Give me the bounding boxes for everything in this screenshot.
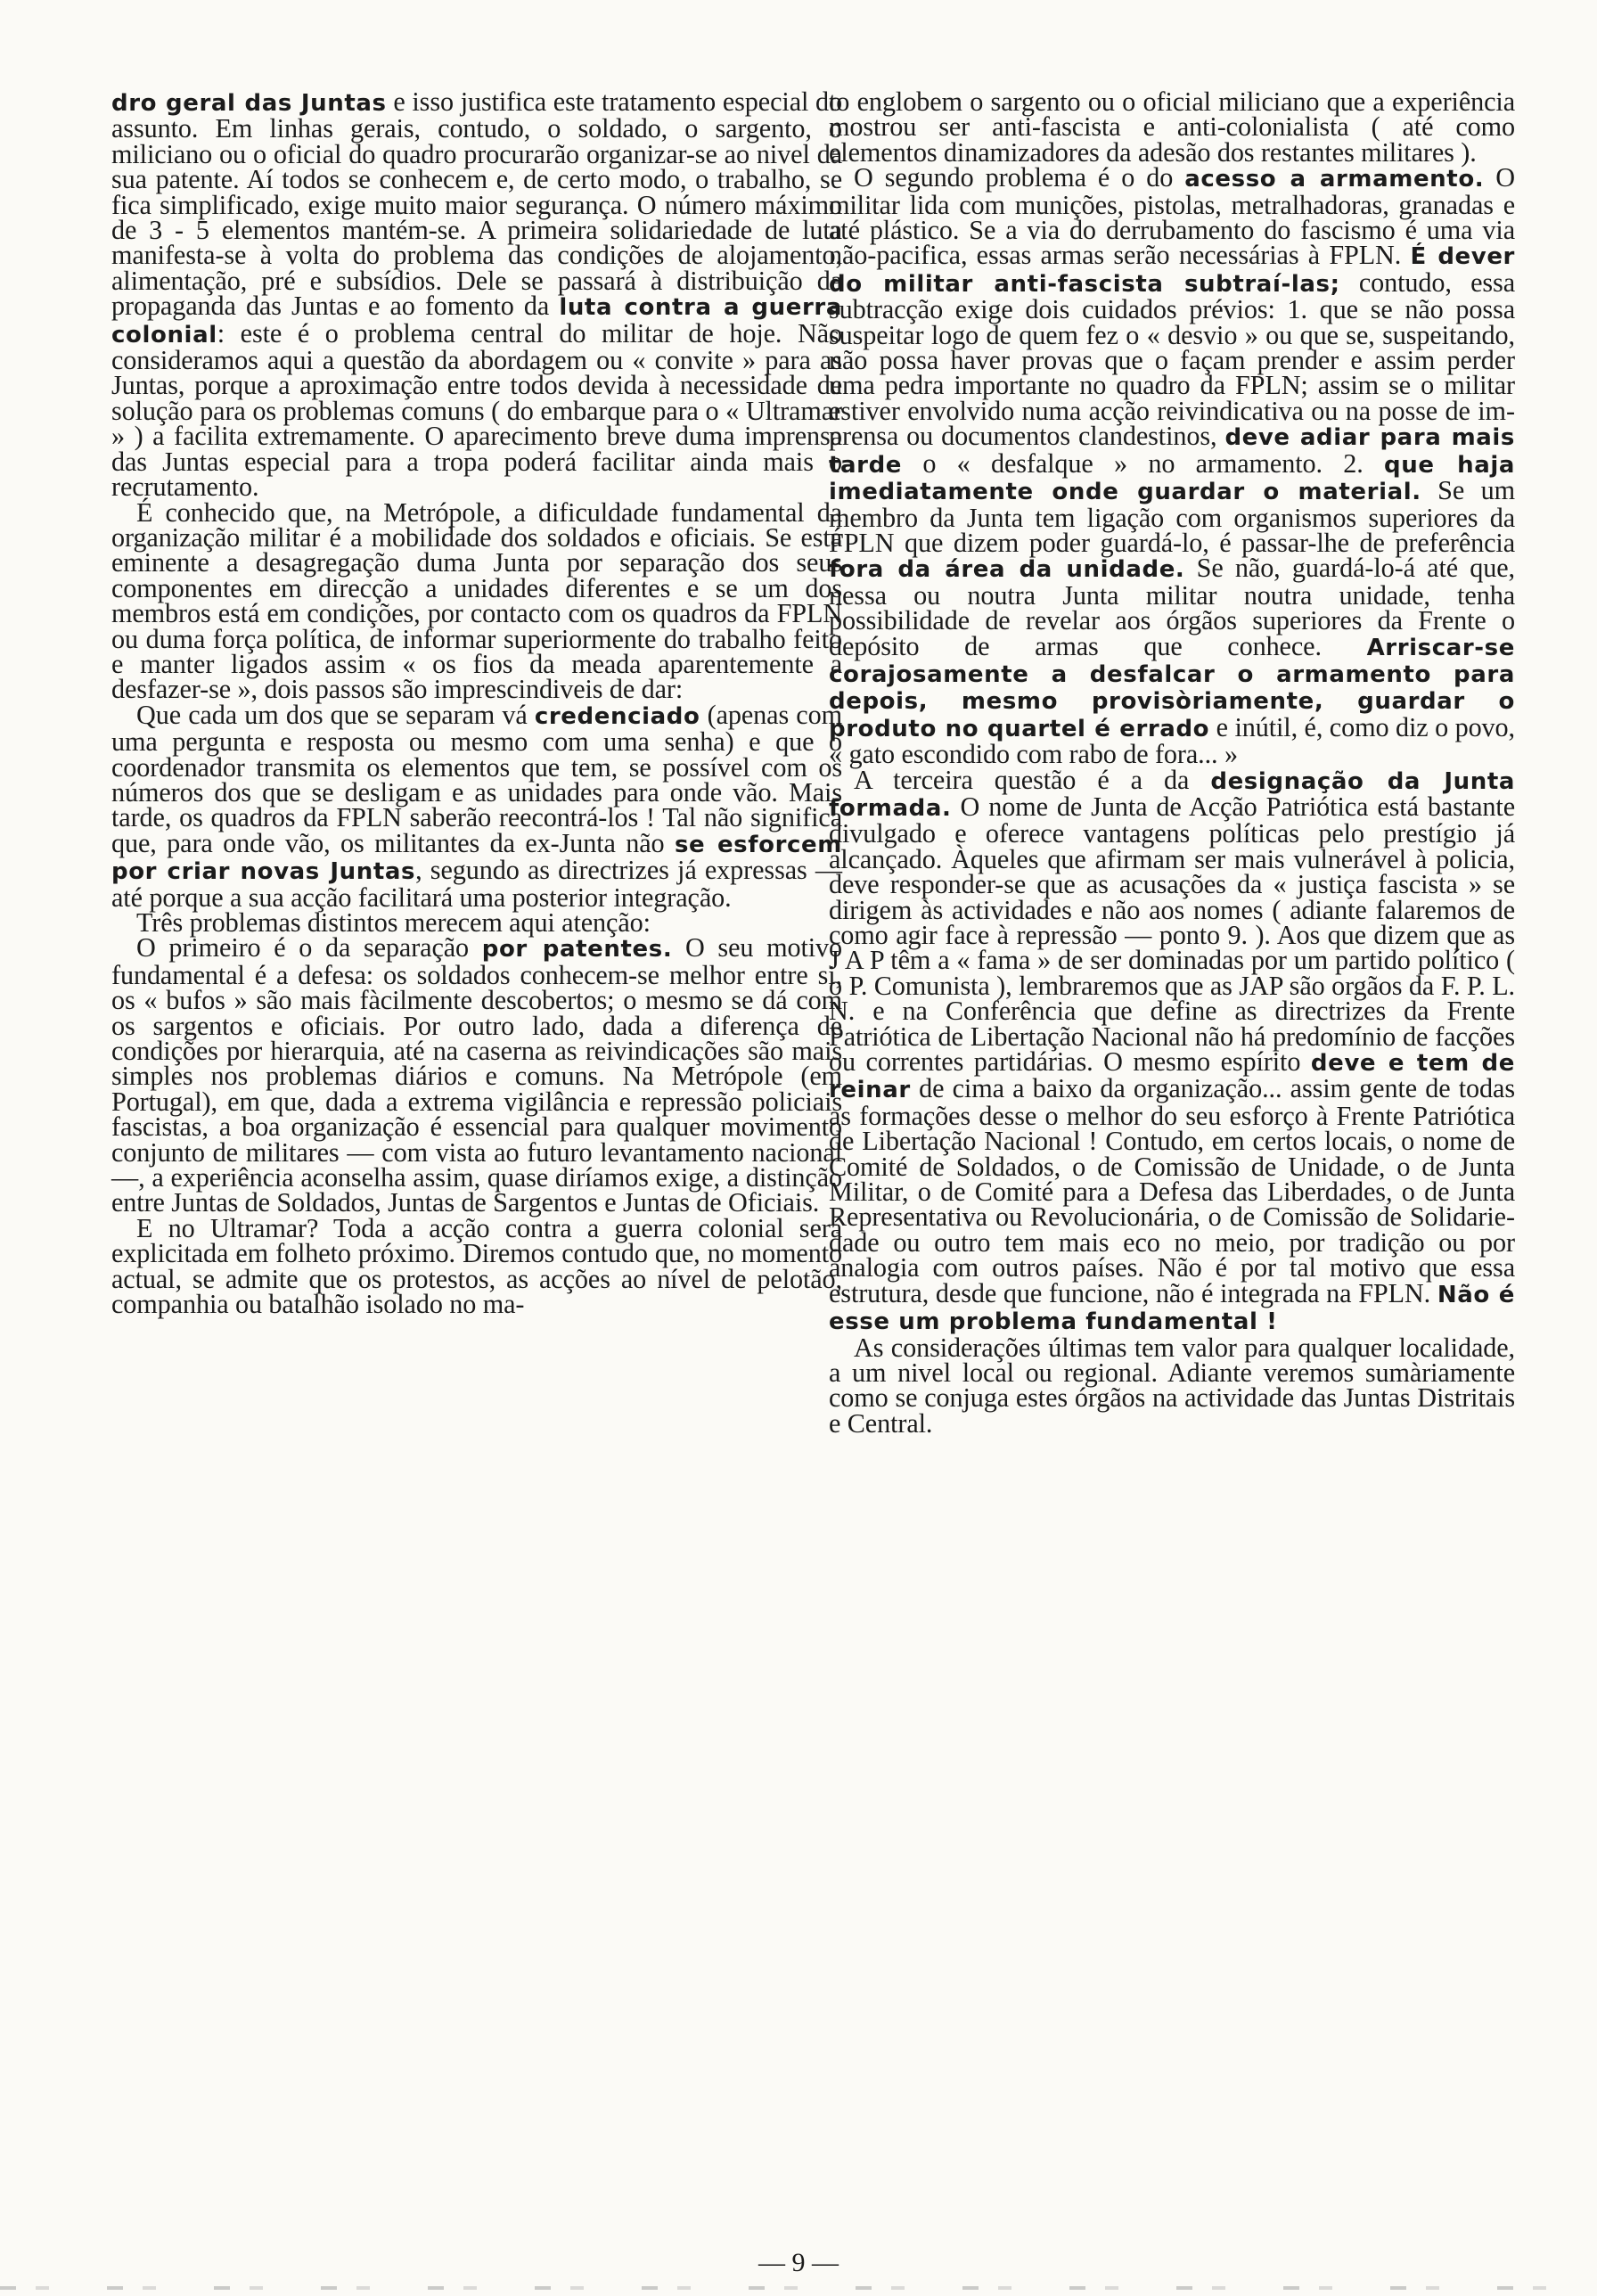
- text-run: Três problemas distintos merecem aqui atenção:: [136, 907, 651, 938]
- paragraph: [111, 1212, 842, 1320]
- text-run: de cima a baixo da organização... assim gente de todas as formações desse o melhor do seu esforço à Frente Patriótica de Libertação Nacional ! Contudo, em certos locais, o nome de Comité de Soldados, o de Comissão de Unidade, o de Junta Militar, o de Comité para a Defesa das Liberdades, o de Junta Representativa ou Revolucionária, o de Comissão de Solidariedade ou outro tem mais eco no meio, por tradição ou por analogia com outros países. Não é por tal motivo que essa estrutura, desde que funcione, não é integrada na FPLN.: [829, 1073, 1515, 1308]
- left-column: [111, 86, 843, 1320]
- text-run: Se não, guardá-lo-á até que, nessa ou noutra Junta militar noutra unidade, tenha possibilidade de revelar aos órgãos superiores da Frente o depósito de armas que conhece.: [829, 553, 1516, 661]
- text-run: As considerações últimas tem valor para qualquer localidade, a um nivel local ou regional. Adiante veremos sumàriamente como se conjuga estes órgãos na actividade das Juntas Distritais e Central.: [829, 1332, 1515, 1439]
- bold-text-run: que haja imediatamente onde guardar o material.: [829, 451, 1515, 506]
- text-run: e isso justifica este tratamento especial do assunto. Em linhas gerais, contudo, o soldado, o sargento, o miliciano ou o oficial do quadro procurarão organizar-se ao nivel da sua patente. Aí todos se conhecem e, de certo modo, o trabalho, se fica simplificado, exige muito maior segurança. O número máximo de 3 - 5 elementos mantém-se. A primeira solidariedade de luta manifesta-se à volta do problema das condições de alojamento, alimentação, pré e subsídios. Dele se passará à distribuição da propaganda das Juntas e ao fomento da: [111, 86, 842, 322]
- text-run: : este é o problema central do militar de hoje. Não consideramos aqui a questão da abordagem ou « convite » para as Juntas, porque a aproximação entre todos devida à necessidade de solução para os problemas comuns ( do embarque para o « Ultramar » ) a facilita extremamente. O aparecimento breve duma imprensa das Juntas especial para a tropa poderá facilitar ainda mais o recrutamento.: [111, 317, 842, 503]
- paragraph: [111, 699, 843, 913]
- text-run: O primeiro é o da separação: [136, 932, 482, 964]
- bold-text-run: credenciado: [534, 702, 700, 730]
- text-run: E no Ultramar? Toda a acção contra a guerra colonial será explicitada em folheto próximo. Diremos contudo que, no momento actual, se admite que os protestos, as acções ao nível de pelotão, companhia ou batalhão isolado no ma-: [111, 1212, 842, 1320]
- page-number: — 9 —: [758, 2248, 839, 2277]
- bold-text-run: É dever do militar anti-fascista subtraí-las;: [829, 243, 1515, 298]
- paragraph: [111, 932, 843, 1218]
- text-run: O nome de Junta de Acção Patriótica está bastante divulgado e oferece vantagens políticas pelo prestígio já alcançado. Àqueles que afirmam ser mais vulnerável à policia, deve responder-se que as acusações da « justiça fascista » se dirigem às actividades e não aos nomes ( adiante falaremos de como agir face à repressão — ponto 9. ). Aos que dizem que as J A P têm a « fama » de ser dominadas por um partido político ( o P. Comunista ), lembraremos que as JAP são orgãos da F. P. L. N. e na Conferência que define as directrizes da Frente Patriótica de Libertação Nacional não há predomínio de facções ou correntes partidárias. O mesmo espírito: [829, 791, 1515, 1078]
- text-run: e inútil, é, como diz o povo, « gato escondido com rabo de fora... »: [829, 711, 1515, 770]
- text-run: O segundo problema é o do: [854, 162, 1185, 193]
- paragraph: [829, 86, 1515, 168]
- bold-text-run: deve e tem de reinar: [829, 1050, 1515, 1104]
- text-run: Se um membro da Junta tem ligação com organismos superiores da FPLN que dizem poder guardá-lo, é passar-lhe de preferência: [829, 475, 1516, 558]
- bold-text-run: dro geral das Juntas: [111, 90, 387, 117]
- paragraph: [829, 764, 1515, 1336]
- scan-edge-artifact: [0, 2286, 1597, 2290]
- text-run: O seu motivo fundamental é a defesa: os soldados conhecem-se melhor entre si, os « bufos » são mais fàcilmente descobertos; o mesmo se dá com os sargentos e oficiais. Por outro lado, dada a diferença de condições por hierarquia, até na caserna as reivindicações são mais simples nos problemas diários e comuns. Na Metrópole (em Portugal), em que, dada a extrema vigilância e repressão policiais fascistas, a boa organização é essencial para qualquer movimento conjunto de militares — com vista ao futuro levantamento nacional —, a experiência aconselha assim, quase diríamos exige, a distinção entre Juntas de Soldados, Juntas de Sargentos e Juntas de Oficiais.: [111, 932, 843, 1218]
- paragraph: [111, 496, 842, 705]
- bold-text-run: luta contra a guerra colonial: [111, 294, 842, 348]
- bold-text-run: fora da área da unidade.: [829, 556, 1185, 584]
- bold-text-run: por patentes.: [481, 936, 673, 964]
- bold-text-run: designação da Junta formada.: [829, 767, 1515, 822]
- text-run: (apenas com uma pergunta e resposta ou mesmo com uma senha) e que o coordenador transmita os elementos que tem, se possível com os números dos que se desligam e as unidades para onde vão. Mais tarde, os quadros da FPLN saberão reecontrá-los ! Tal não significa que, para onde vão, os militantes da ex-Junta não: [111, 699, 842, 858]
- paragraph: [829, 162, 1516, 770]
- text-run: É conhecido que, na Metrópole, a dificuldade fundamental da organização militar é a mobilidade dos soldados e oficiais. Se está eminente a desagregação duma Junta por separação dos seus componentes em direcção a unidades diferentes e se um dos membros está em condições, por contacto com os quadros da FPLN ou duma força política, de informar superiormente do trabalho feito e manter ligados assim « os fios da meada aparentemente a desfazer-se », dois passos são imprescindiveis de dar:: [111, 496, 842, 705]
- bold-text-run: Não é esse um problema fundamental !: [829, 1281, 1515, 1336]
- text-run: Que cada um dos que se separam vá: [136, 699, 535, 730]
- bold-text-run: Arriscar-se corajosamente a desfalcar o armamento para depois, mesmo provisòriamente, guardar o produto no quartel é errado: [829, 634, 1515, 742]
- paragraph: [111, 86, 842, 503]
- text-run: , segundo as directrizes já expressas — até porque a sua acção facilitará uma posterior integração.: [111, 855, 843, 913]
- text-run: o « desfalque » no armamento. 2.: [902, 447, 1385, 479]
- text-run: contudo, essa subtracção exige dois cuidados prévios: 1. que se não possa suspeitar logo de quem fez o « desvio » ou que se, suspeitando, não possa haver provas que o façam prender e assim perder uma pedra importante no quadro da FPLN; assim se o militar estiver envolvido numa acção reivindicativa ou na posse de imprensa ou documentos clandestinos,: [829, 266, 1515, 452]
- bold-text-run: acesso a armamento.: [1184, 166, 1485, 193]
- bold-text-run: deve adiar para mais tarde: [829, 424, 1515, 479]
- text-run: A terceira questão é a da: [854, 764, 1211, 795]
- bold-text-run: se esforcem por criar novas Juntas: [111, 831, 842, 886]
- right-column: [829, 86, 1516, 1439]
- text-run: O militar lida com munições, pistolas, metralhadoras, granadas e até plástico. Se a via do derrubamento do fascismo é uma via não-pacifica, essas armas serão necessárias à FPLN.: [829, 162, 1515, 271]
- paragraph: [829, 1332, 1515, 1439]
- text-run: to englobem o sargento ou o oficial miliciano que a experiência mostrou ser anti-fascista e anti-colonialista ( até como elementos dinamizadores da adesão dos restantes militares ).: [829, 86, 1515, 168]
- paragraph: [111, 907, 842, 938]
